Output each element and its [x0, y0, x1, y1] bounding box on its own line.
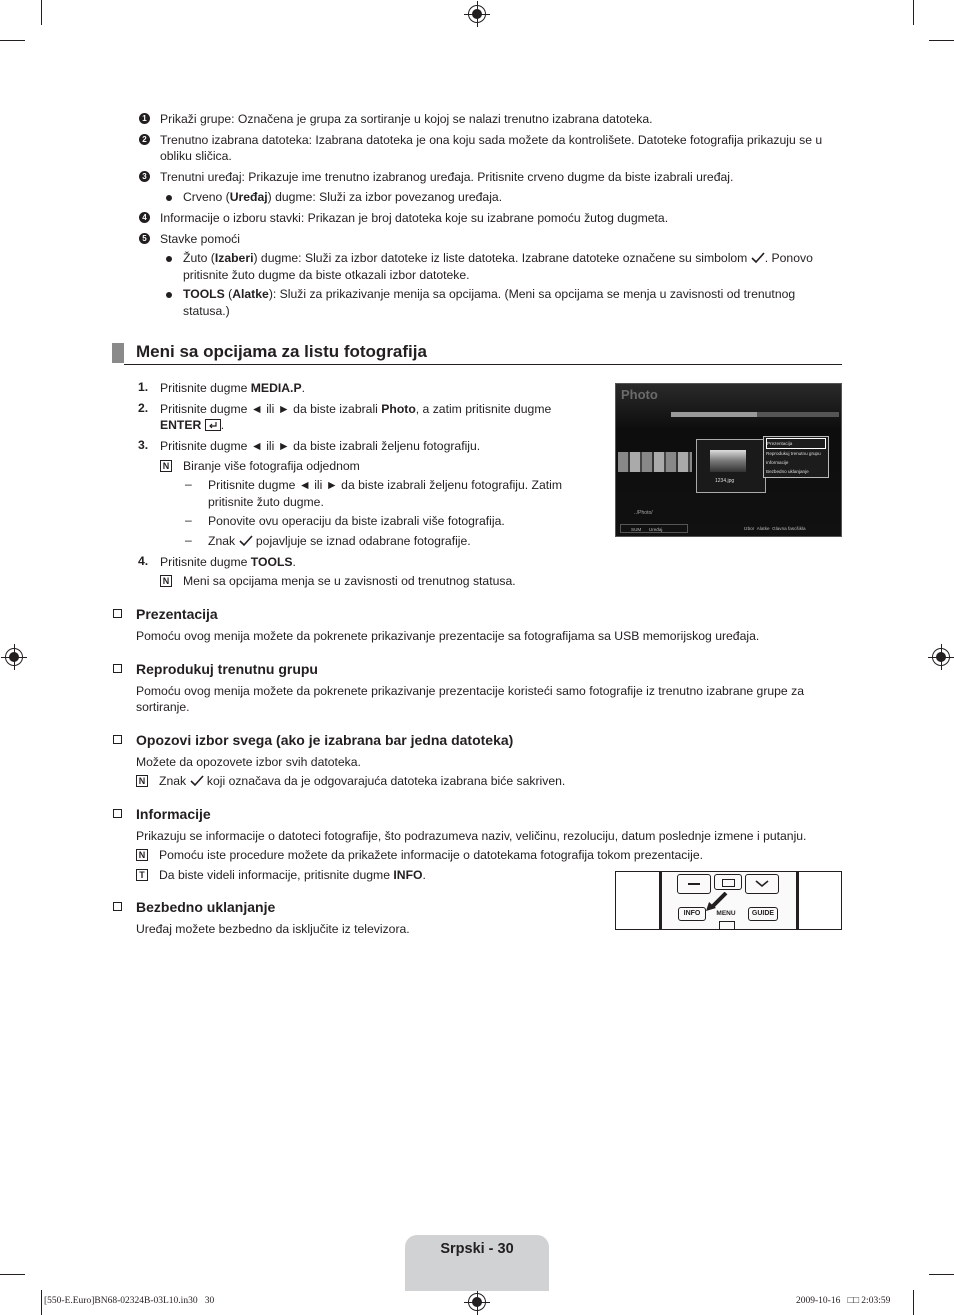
dash: – [185, 477, 192, 491]
screen-group-bar-active [671, 412, 757, 417]
section-title-informacije: Informacije [136, 806, 211, 822]
bullet [166, 195, 172, 201]
screen-title: Photo [621, 387, 658, 402]
section-body: Možete da opozovete izbor svih datoteka. [136, 755, 361, 769]
check-icon [751, 252, 765, 264]
step-number-2: 2. [138, 401, 149, 415]
registration-mark-top [468, 5, 486, 23]
registration-mark-right [932, 648, 950, 666]
minus-button [677, 874, 711, 894]
legend-number-3: 3 [139, 171, 150, 182]
step-number-4: 4. [138, 554, 149, 568]
note-icon: N [160, 575, 172, 587]
section-checkbox-icon [113, 735, 122, 744]
remote-menu-button: MENU [716, 910, 736, 917]
screen-tools-menu [763, 436, 829, 478]
section-note: Pomoću iste procedure možete da prikažete informacije o datotekama fotografija tokom prezentacije. [159, 848, 703, 862]
section-checkbox-icon [113, 902, 122, 911]
section-title-bezbedno: Bezbedno uklanjanje [136, 899, 276, 915]
legend-item-5-bullet1: Žuto (Izaberi) dugme: Služi za izbor datoteke iz liste datoteka. Izabrane datoteke označene su simbolom . Ponovo [183, 251, 813, 265]
step-number-3: 3. [138, 438, 149, 452]
legend-number-4: 4 [139, 212, 150, 223]
check-icon [239, 535, 253, 547]
tv-screen-photo-list [615, 383, 842, 537]
section-title-prezentacija: Prezentacija [136, 606, 218, 622]
file-info: [550-E.Euro]BN68-02324B-03L10.in30 30 [44, 1296, 215, 1306]
tip-icon: T [136, 869, 148, 881]
section-checkbox-icon [113, 609, 122, 618]
step-1: Pritisnite dugme MEDIA.P. [160, 381, 305, 395]
chevron-down-icon [745, 874, 779, 894]
legend-item-5-bullet2-line2: statusa.) [183, 304, 230, 318]
screen-path: ../Photo/ [634, 510, 653, 516]
screen-menu-item: Informacije [766, 460, 789, 465]
legend-item-4: Informacije o izboru stavki: Prikazan je broj datoteka koje su izabrane pomoću žutog dugmeta. [160, 211, 669, 225]
note-icon: N [160, 460, 172, 472]
screen-menu-item: Reprodukuj trenutnu grupu [766, 451, 821, 456]
screen-file-name: 1234.jpg [715, 478, 735, 484]
section-tip: Da biste videli informacije, pritisnite dugme INFO. [159, 868, 426, 882]
registration-mark-bottom [468, 1293, 486, 1311]
dash: – [185, 533, 192, 547]
screen-selected-thumb [696, 439, 766, 493]
registration-mark-left [5, 648, 23, 666]
section-title-reprodukuj: Reprodukuj trenutnu grupu [136, 661, 318, 677]
remote-menu-icon [719, 921, 735, 930]
section-body: Pomoću ovog menija možete da pokrenete prikazivanje prezentacije sa fotografijama sa USB memorijskog uređaja. [136, 629, 760, 643]
legend-item-5: Stavke pomoći [160, 232, 240, 246]
legend-item-3: Trenutni uređaj: Prikazuje ime trenutno izabranog uređaja. Pritisnite crveno dugme da biste izabrali uređaj. [160, 170, 734, 184]
step-3-dash2: Ponovite ovu operaciju da biste izabrali više fotografija. [208, 514, 505, 528]
section-checkbox-icon [113, 664, 122, 673]
remote-info-button: INFO [678, 907, 706, 921]
note-icon: N [136, 775, 148, 787]
enter-icon [205, 419, 221, 431]
section-body-line1: Pomoću ovog menija možete da pokrenete prikazivanje prezentacije koristeći samo fotografije iz trenutno izabrane grupe za [136, 684, 804, 698]
screen-thumbs-row [618, 452, 692, 472]
legend-item-5-bullet1-line2: pritisnite žuto dugme da biste otkazali izbor datoteke. [183, 268, 470, 282]
section-note: Znak koji označava da je odgovarajuća datoteka izabrana biće sakriven. [159, 774, 566, 788]
legend-item-2-line2: obliku sličica. [160, 149, 232, 163]
dash: – [185, 513, 192, 527]
screen-footer-left: SUM Uređaj [620, 524, 688, 533]
screen-footer-right: Izbor Alatke Glavna fascšikla [744, 526, 806, 531]
legend-number-1: 1 [139, 113, 150, 124]
step-3: Pritisnite dugme ◄ ili ► da biste izabrali željenu fotografiju. [160, 439, 481, 453]
section-title-opozovi: Opozovi izbor svega (ako je izabrana bar jedna datoteka) [136, 732, 514, 748]
legend-number-2: 2 [139, 134, 150, 145]
step-3-note: Biranje više fotografija odjednom [183, 459, 360, 473]
section-checkbox-icon [113, 809, 122, 818]
step-4-note: Meni sa opcijama menja se u zavisnosti od trenutnog statusa. [183, 574, 516, 588]
check-icon [190, 775, 204, 787]
step-2: Pritisnite dugme ◄ ili ► da biste izabrali Photo, a zatim pritisnite dugme [160, 402, 552, 416]
step-number-1: 1. [138, 380, 149, 394]
source-button [714, 874, 742, 890]
screen-menu-item: Prezentacija [766, 438, 826, 449]
legend-number-5: 5 [139, 233, 150, 244]
bullet [166, 256, 172, 262]
print-date: 2009-10-16 □□ 2:03:59 [796, 1296, 891, 1306]
step-3-dash1-line1: Pritisnite dugme ◄ ili ► da biste izabrali željenu fotografiju. Zatim [208, 478, 563, 492]
section-body-line2: sortiranje. [136, 700, 190, 714]
section-title: Meni sa opcijama za listu fotografija [136, 342, 427, 361]
section-rule [124, 364, 842, 365]
page-label: Srpski - 30 [440, 1241, 514, 1257]
remote-control-image [615, 871, 842, 930]
section-body: Prikazuju se informacije o datoteci fotografije, što podrazumeva naziv, veličinu, rezoluciju, datum poslednje izmene i putanju. [136, 829, 807, 843]
legend-item-5-bullet2: TOOLS (Alatke): Služi za prikazivanje menija sa opcijama. (Meni sa opcijama se menja u zavisnosti od trenutnog [183, 287, 796, 301]
screen-menu-item: Bezbedno uklanjanje [766, 469, 809, 474]
section-body: Uređaj možete bezbedno da isključite iz televizora. [136, 922, 410, 936]
legend-item-1: Prikaži grupe: Označena je grupa za sortiranje u kojoj se nalazi trenutno izabrana datoteka. [160, 112, 653, 126]
step-4: Pritisnite dugme TOOLS. [160, 555, 296, 569]
remote-guide-button: GUIDE [748, 907, 778, 921]
bullet [166, 292, 172, 298]
step-2-line2: ENTER . [160, 418, 225, 432]
section-bar [112, 343, 124, 363]
step-3-dash3: Znak pojavljuje se iznad odabrane fotografije. [208, 534, 471, 548]
legend-item-2-line1: Trenutno izabrana datoteka: Izabrana datoteka je ona koju sada možete da kontrolišete. Datoteke fotografija prikazuju se u [160, 133, 823, 147]
note-icon: N [136, 849, 148, 861]
legend-item-3-bullet: Crveno (Uređaj) dugme: Služi za izbor povezanog uređaja. [183, 190, 503, 204]
step-3-dash1-line2: pritisnite žuto dugme. [208, 495, 324, 509]
arrow-icon [704, 892, 728, 912]
